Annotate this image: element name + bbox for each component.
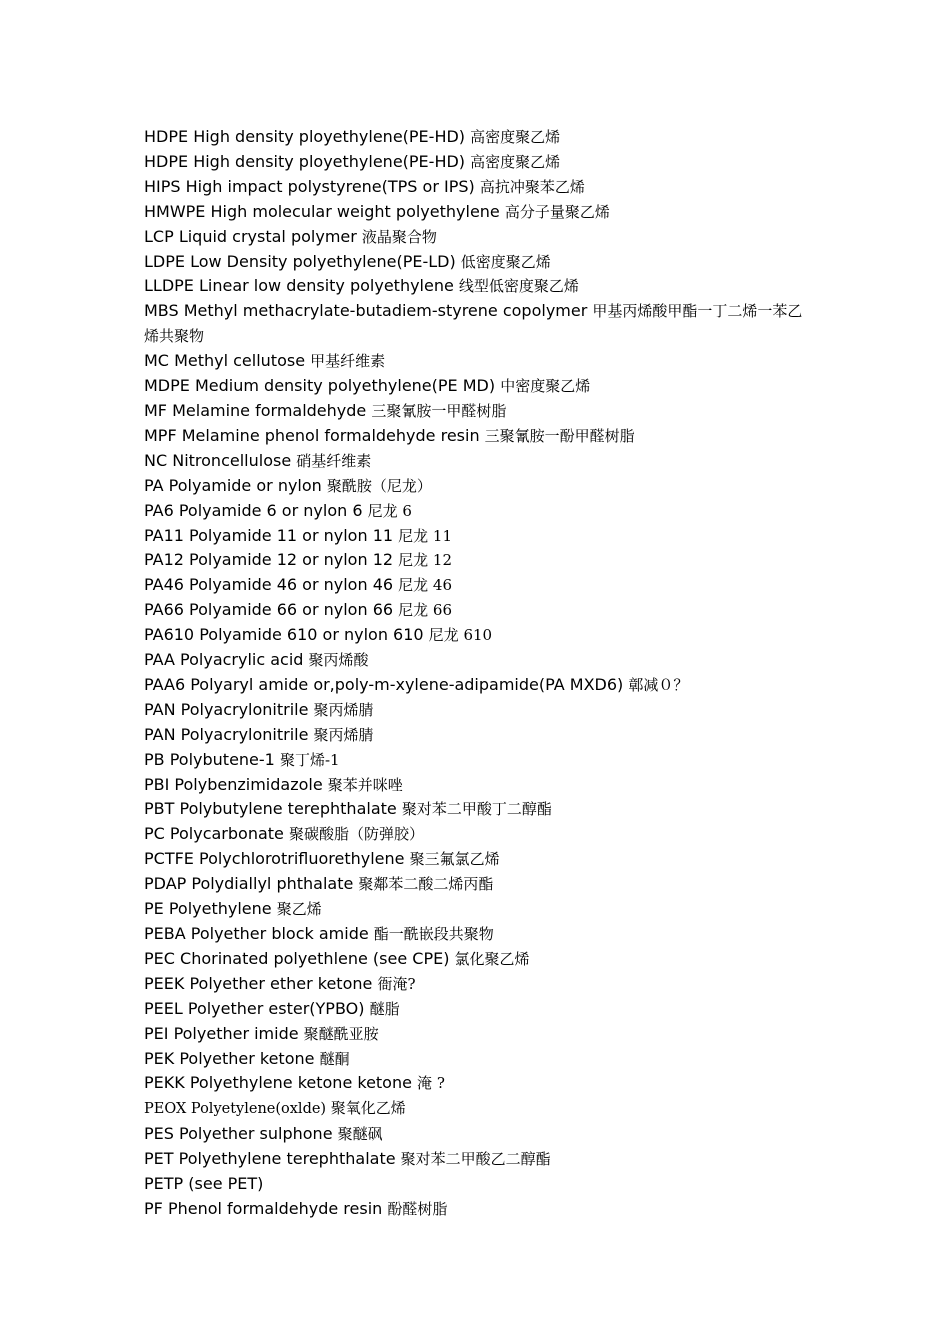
term-chinese: 液晶聚合物	[361, 227, 437, 246]
list-item	[144, 573, 814, 598]
list-item	[144, 773, 814, 798]
term-chinese: 尼龙 46	[398, 576, 452, 595]
list-item	[144, 474, 814, 499]
term-chinese: 尼龙 11	[398, 526, 452, 545]
term-chinese: 聚丁烯-1	[279, 750, 340, 769]
term-chinese: 尼龙 12	[398, 551, 452, 570]
term-chinese: 高密度聚乙烯	[470, 128, 561, 146]
list-item	[144, 150, 814, 175]
list-item	[144, 1122, 814, 1147]
term-english: PEEL Polyether ester(YPBO)	[144, 998, 370, 1018]
list-item	[144, 499, 814, 524]
term-english: PEKK Polyethylene ketone ketone	[144, 1073, 418, 1093]
term-chinese: 尼龙 6	[367, 501, 412, 520]
term-english: PA46 Polyamide 46 or nylon 46	[144, 575, 399, 595]
list-item	[144, 698, 814, 723]
list-item	[144, 175, 814, 200]
term-chinese: 衙淹?	[377, 974, 416, 993]
term-english: PA Polyamide or nylon	[144, 475, 327, 495]
term-chinese: 聚丙烯腈	[313, 725, 374, 744]
term-chinese: 聚丙烯腈	[313, 700, 374, 719]
term-chinese: 聚苯并咪唑	[327, 775, 403, 794]
term-chinese: 淹 ?	[417, 1074, 445, 1093]
term-english: PAA6 Polyaryl amide or,poly-m-xylene-adipamide(PA MXD6)	[144, 674, 629, 694]
term-english: NC Nitroncellulose	[144, 450, 297, 470]
term-chinese: 低密度聚乙烯	[460, 252, 551, 271]
list-item	[144, 125, 814, 150]
term-english: PES Polyether sulphone	[144, 1124, 338, 1144]
list-item	[144, 748, 814, 773]
term-chinese: 高分子量聚乙烯	[504, 202, 610, 221]
term-english: PDAP Polydiallyl phthalate	[144, 874, 359, 894]
term-english: PAN Polyacrylonitrile	[144, 699, 314, 719]
list-item	[144, 847, 814, 872]
list-item	[144, 623, 814, 648]
term-english: PETP (see PET)	[144, 1174, 264, 1194]
list-item	[144, 1071, 814, 1096]
list-item	[144, 225, 814, 250]
term-english: PAA Polyacrylic acid	[144, 650, 309, 670]
term-english: MF Melamine formaldehyde	[144, 400, 372, 420]
term-english: PEI Polyether imide	[144, 1023, 304, 1043]
list-item	[144, 349, 814, 374]
list-item	[144, 1172, 814, 1197]
list-item	[144, 822, 814, 847]
term-chinese: 高密度聚乙烯	[470, 152, 561, 171]
term-english: HDPE High density ployethylene(PE-HD)	[144, 151, 471, 171]
list-item	[144, 1096, 814, 1122]
term-english: HMWPE High molecular weight polyethylene	[144, 201, 505, 221]
list-item	[144, 424, 814, 449]
list-item	[144, 1022, 814, 1047]
list-item	[144, 598, 814, 623]
term-english: PBT Polybutylene terephthalate	[144, 799, 402, 819]
term-english: PA11 Polyamide 11 or nylon 11	[144, 525, 399, 545]
term-english: HIPS High impact polystyrene(TPS or IPS)	[144, 176, 480, 196]
term-chinese: 鄣减０？	[628, 675, 689, 694]
term-chinese: 聚醚酰亚胺	[303, 1024, 379, 1043]
term-chinese: 聚乙烯	[276, 900, 322, 919]
list-item	[144, 274, 814, 299]
term-chinese: 聚酰胺（尼龙）	[326, 476, 432, 495]
term-english: PAN Polyacrylonitrile	[144, 724, 314, 744]
term-chinese: 聚对苯二甲酸乙二醇酯	[400, 1150, 551, 1169]
term-english: MDPE Medium density polyethylene(PE MD)	[144, 376, 501, 396]
term-english: PET Polyethylene terephthalate	[144, 1149, 401, 1169]
term-chinese: 甲基纤维素	[310, 352, 386, 371]
term-english: LDPE Low Density polyethylene(PE-LD)	[144, 251, 461, 271]
term-chinese: 聚鄰苯二酸二烯丙酯	[358, 875, 494, 894]
list-item	[144, 797, 814, 822]
term-chinese: 醚酮	[319, 1049, 350, 1068]
term-chinese: 三聚氰胺一甲醛树脂	[371, 401, 507, 420]
list-item	[144, 1047, 814, 1072]
term-english: MC Methyl cellutose	[144, 351, 311, 371]
term-chinese: 聚醚砜	[337, 1125, 383, 1144]
term-chinese: 高抗冲聚苯乙烯	[479, 177, 585, 196]
list-item	[144, 399, 814, 424]
list-item	[144, 997, 814, 1022]
term-english: HDPE High density ployethylene(PE-HD)	[144, 127, 471, 146]
glossary-list	[144, 125, 814, 1222]
term-chinese: 线型低密度聚乙烯	[458, 277, 579, 296]
term-english: PEC Chorinated polyethlene (see CPE)	[144, 948, 455, 968]
term-chinese: 醚脂	[369, 999, 400, 1018]
list-item	[144, 250, 814, 275]
term-english: PA6 Polyamide 6 or nylon 6	[144, 500, 368, 520]
term-chinese: 聚氧化乙烯	[330, 1099, 406, 1118]
term-chinese: 聚对苯二甲酸丁二醇酯	[401, 800, 552, 819]
term-english: PE Polyethylene	[144, 899, 277, 919]
list-item	[144, 449, 814, 474]
term-chinese: 聚丙烯酸	[308, 651, 369, 670]
term-english: PEEK Polyether ether ketone	[144, 973, 378, 993]
term-english: MBS Methyl methacrylate-butadiem-styrene copolymer	[144, 301, 593, 321]
list-item	[144, 374, 814, 399]
term-english: PA610 Polyamide 610 or nylon 610	[144, 625, 429, 645]
term-english: PEK Polyether ketone	[144, 1048, 320, 1068]
term-english: PEOX Polyetylene(oxlde)	[144, 1101, 331, 1118]
term-chinese: 聚碳酸脂（防弹胶）	[288, 825, 424, 844]
term-chinese: 中密度聚乙烯	[500, 377, 591, 396]
term-english: PA12 Polyamide 12 or nylon 12	[144, 550, 399, 570]
list-item	[144, 524, 814, 549]
list-item	[144, 947, 814, 972]
term-chinese: 三聚氰胺一酚甲醛树脂	[484, 426, 635, 445]
term-chinese: 酚醛树脂	[387, 1199, 448, 1218]
term-english: PCTFE Polychlorotrifluorethylene	[144, 849, 410, 869]
term-english: PEBA Polyether block amide	[144, 924, 374, 943]
term-chinese: 甲基丙烯酸甲酯一丁二烯一苯乙烯共聚物	[144, 302, 803, 346]
list-item	[144, 972, 814, 997]
list-item	[144, 299, 814, 349]
term-chinese: 酯一酰嵌段共聚物	[373, 925, 494, 943]
list-item	[144, 1197, 814, 1222]
term-english: LCP Liquid crystal polymer	[144, 226, 362, 246]
term-english: PBI Polybenzimidazole	[144, 774, 328, 794]
term-chinese: 尼龙 66	[398, 601, 452, 620]
term-english: PF Phenol formaldehyde resin	[144, 1198, 388, 1218]
term-english: PC Polycarbonate	[144, 824, 289, 844]
list-item	[144, 1147, 814, 1172]
term-english: LLDPE Linear low density polyethylene	[144, 276, 459, 296]
term-chinese: 聚三氟氯乙烯	[409, 850, 500, 869]
list-item	[144, 673, 814, 698]
term-english: PB Polybutene-1	[144, 749, 280, 769]
term-chinese: 氯化聚乙烯	[454, 949, 530, 968]
term-english: PA66 Polyamide 66 or nylon 66	[144, 600, 399, 620]
list-item	[144, 723, 814, 748]
term-chinese: 硝基纤维素	[296, 451, 372, 470]
term-chinese: 尼龙 610	[428, 626, 493, 645]
list-item	[144, 872, 814, 897]
list-item	[144, 548, 814, 573]
list-item	[144, 922, 814, 947]
list-item	[144, 200, 814, 225]
list-item	[144, 897, 814, 922]
term-english: MPF Melamine phenol formaldehyde resin	[144, 425, 485, 445]
list-item	[144, 648, 814, 673]
